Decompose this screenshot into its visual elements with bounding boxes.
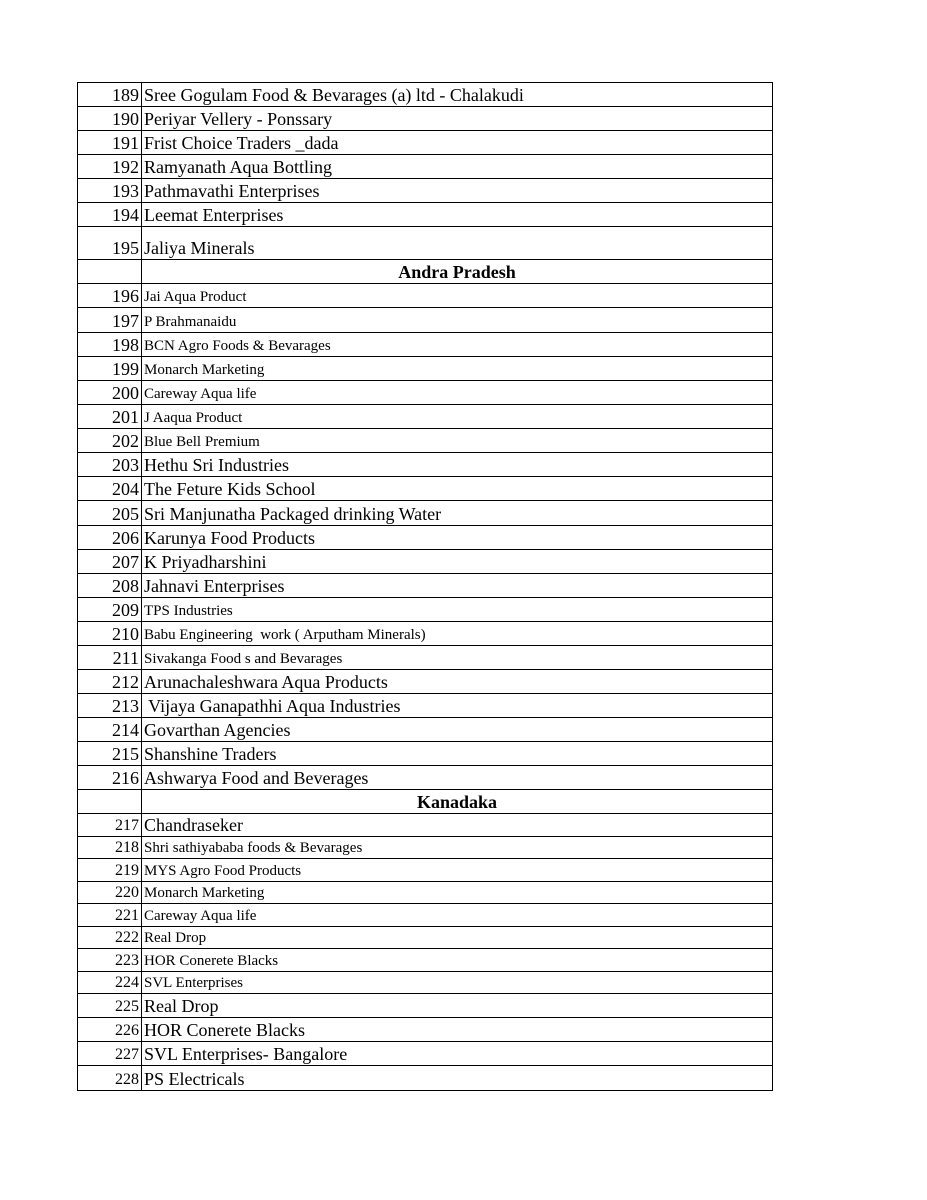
table-row — [78, 381, 772, 405]
table-row — [78, 179, 772, 203]
table-row — [78, 718, 772, 742]
row-number: 227 — [78, 1042, 142, 1065]
table-row — [78, 83, 772, 107]
row-number: 211 — [78, 646, 142, 669]
table-row — [78, 1018, 772, 1042]
table-row — [78, 357, 772, 381]
row-number: 209 — [78, 598, 142, 621]
table-row — [78, 227, 772, 260]
section-title: Andra Pradesh — [398, 262, 516, 282]
row-number: 200 — [78, 381, 142, 404]
table-row — [78, 550, 772, 574]
company-name: P Brahmanaidu — [144, 314, 237, 330]
company-name: Monarch Marketing — [144, 362, 265, 378]
row-number: 214 — [78, 718, 142, 741]
row-number: 212 — [78, 670, 142, 693]
row-number: 207 — [78, 550, 142, 573]
company-name: Babu Engineering work ( Arputham Minerals) — [144, 627, 426, 643]
table-row — [78, 574, 772, 598]
company-name: Jahnavi Enterprises — [144, 576, 285, 596]
table-row — [78, 405, 772, 429]
row-number: 219 — [78, 859, 142, 881]
row-number: 203 — [78, 453, 142, 476]
company-name: Ashwarya Food and Beverages — [144, 768, 369, 788]
company-name: Frist Choice Traders _dada — [144, 133, 339, 153]
table-row — [78, 904, 772, 927]
row-number: 191 — [78, 131, 142, 154]
table-row — [78, 994, 772, 1018]
table-row — [78, 837, 772, 859]
row-number: 224 — [78, 972, 142, 993]
table-row — [78, 694, 772, 718]
row-number: 194 — [78, 203, 142, 226]
table-row — [78, 814, 772, 837]
company-name: Sree Gogulam Food & Bevarages (a) ltd - Chalakudi — [144, 85, 524, 105]
company-name: Blue Bell Premium — [144, 434, 260, 450]
company-name: Real Drop — [144, 996, 219, 1016]
table-row — [78, 526, 772, 550]
table-row — [78, 882, 772, 904]
company-name: The Feture Kids School — [144, 479, 316, 499]
row-number — [78, 790, 142, 813]
company-name: MYS Agro Food Products — [144, 863, 302, 879]
table-row — [78, 429, 772, 453]
company-name: Careway Aqua life — [144, 386, 257, 402]
table-row — [78, 598, 772, 622]
row-number: 202 — [78, 429, 142, 452]
section-title: Kanadaka — [416, 792, 498, 812]
company-name: HOR Conerete Blacks — [144, 953, 279, 969]
table-row — [78, 308, 772, 333]
company-name: Shri sathiyababa foods & Bevarages — [144, 840, 363, 856]
company-name: J Aaqua Product — [144, 410, 243, 426]
row-number: 222 — [78, 927, 142, 948]
table-row — [78, 646, 772, 670]
row-number: 217 — [78, 814, 142, 836]
company-name: TPS Industries — [144, 603, 233, 619]
row-number: 196 — [78, 284, 142, 307]
table-row — [78, 284, 772, 308]
row-number: 226 — [78, 1018, 142, 1041]
table-row — [78, 1042, 772, 1066]
company-name: HOR Conerete Blacks — [144, 1020, 305, 1040]
company-name: Sivakanga Food s and Bevarages — [144, 651, 343, 667]
company-name: Periyar Vellery - Ponssary — [144, 109, 333, 129]
company-name: Careway Aqua life — [144, 908, 257, 924]
company-name: Jaliya Minerals — [144, 238, 255, 258]
company-name: BCN Agro Foods & Bevarages — [144, 338, 331, 354]
row-number: 190 — [78, 107, 142, 130]
company-name: Leemat Enterprises — [144, 205, 284, 225]
company-name: SVL Enterprises- Bangalore — [144, 1044, 348, 1064]
row-number: 208 — [78, 574, 142, 597]
row-number: 199 — [78, 357, 142, 380]
row-number: 204 — [78, 477, 142, 500]
table-row — [78, 333, 772, 357]
row-number: 205 — [78, 501, 142, 525]
row-number: 189 — [78, 83, 142, 106]
table-row — [78, 622, 772, 646]
table-row — [78, 766, 772, 790]
company-name: Chandraseker — [144, 815, 243, 835]
row-number: 223 — [78, 949, 142, 971]
table-row — [78, 131, 772, 155]
table-row — [78, 949, 772, 972]
row-number: 195 — [78, 227, 142, 259]
row-number: 193 — [78, 179, 142, 202]
company-name: Karunya Food Products — [144, 528, 315, 548]
company-list-table — [77, 82, 773, 1091]
row-number: 221 — [78, 904, 142, 926]
section-header-row — [78, 260, 772, 284]
table-row — [78, 477, 772, 501]
table-row — [78, 203, 772, 227]
company-name: SVL Enterprises — [144, 975, 244, 991]
row-number: 192 — [78, 155, 142, 178]
company-name: Pathmavathi Enterprises — [144, 181, 320, 201]
company-name: Monarch Marketing — [144, 885, 265, 901]
company-name: K Priyadharshini — [144, 552, 267, 572]
row-number: 216 — [78, 766, 142, 789]
row-number: 218 — [78, 837, 142, 858]
table-row — [78, 501, 772, 526]
company-name: Real Drop — [144, 930, 207, 946]
row-number: 206 — [78, 526, 142, 549]
row-number: 220 — [78, 882, 142, 903]
table-row — [78, 453, 772, 477]
company-name: Shanshine Traders — [144, 744, 277, 764]
row-number: 198 — [78, 333, 142, 356]
table-row — [78, 1066, 772, 1090]
table-row — [78, 670, 772, 694]
table-row — [78, 927, 772, 949]
table-row — [78, 742, 772, 766]
company-name: Jai Aqua Product — [144, 289, 247, 305]
table-row — [78, 859, 772, 882]
company-name: Govarthan Agencies — [144, 720, 291, 740]
row-number — [78, 260, 142, 283]
company-name: Hethu Sri Industries — [144, 455, 289, 475]
section-header-row — [78, 790, 772, 814]
company-name: Vijaya Ganapathhi Aqua Industries — [144, 696, 401, 716]
table-row — [78, 155, 772, 179]
row-number: 201 — [78, 405, 142, 428]
company-name: Arunachaleshwara Aqua Products — [144, 672, 388, 692]
row-number: 213 — [78, 694, 142, 717]
row-number: 197 — [78, 308, 142, 332]
row-number: 228 — [78, 1066, 142, 1090]
table-row — [78, 972, 772, 994]
table-row — [78, 107, 772, 131]
company-name: Sri Manjunatha Packaged drinking Water — [144, 504, 442, 524]
row-number: 225 — [78, 994, 142, 1017]
row-number: 215 — [78, 742, 142, 765]
row-number: 210 — [78, 622, 142, 645]
company-name: PS Electricals — [144, 1069, 245, 1089]
company-name: Ramyanath Aqua Bottling — [144, 157, 332, 177]
